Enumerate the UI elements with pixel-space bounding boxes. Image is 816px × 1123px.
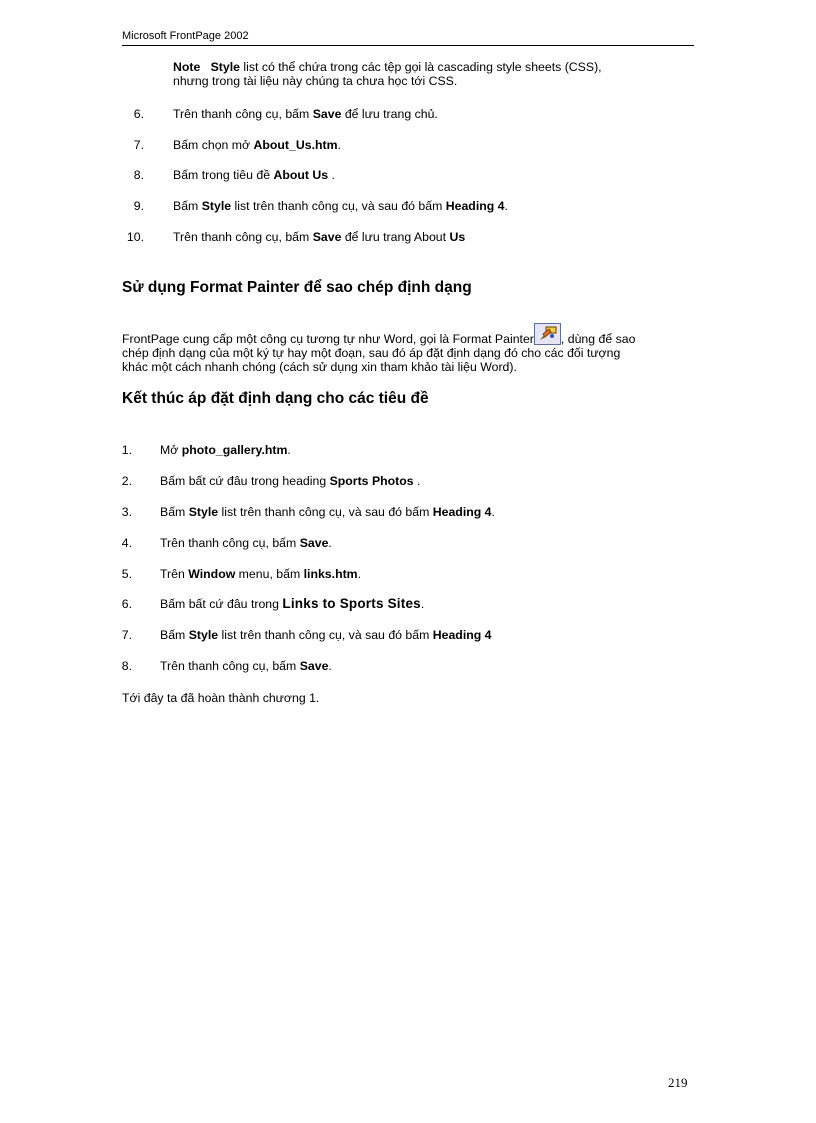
list-text: . bbox=[328, 536, 332, 550]
section-heading-finish-formatting: Kết thúc áp đặt định dạng cho các tiêu đề bbox=[122, 390, 429, 407]
note-block bbox=[173, 60, 673, 88]
para-text: chép định dạng của một ký tự hay một đoạn, sau đó áp đặt định dạng đó cho các đối tượng bbox=[122, 346, 621, 360]
list-bold: Style bbox=[188, 628, 219, 642]
list-bold: Save bbox=[312, 230, 342, 244]
page-number: 219 bbox=[668, 1075, 688, 1090]
page-header bbox=[122, 29, 694, 46]
list-bold: About_Us.htm bbox=[253, 138, 338, 152]
list-text: Trên thanh công cụ, bấm bbox=[160, 659, 300, 673]
format-painter-icon bbox=[534, 323, 561, 345]
list-text: list trên thanh công cụ, và sau đó bấm bbox=[231, 199, 446, 213]
list-text: Bấm trong tiêu đề bbox=[173, 168, 274, 182]
list-bold: Save bbox=[312, 107, 342, 121]
list-text: . bbox=[413, 474, 421, 488]
list-text: Bấm chọn mở bbox=[173, 138, 254, 152]
list-text: list trên thanh công cụ, và sau đó bấm bbox=[218, 628, 433, 642]
list-bold: Save bbox=[299, 659, 329, 673]
para-text: FrontPage cung cấp một công cụ tương tự như Word, gọi là Format Painter bbox=[122, 332, 534, 346]
list-bold: Links to Sports Sites bbox=[282, 596, 421, 611]
list-bold: Sports Photos bbox=[329, 474, 414, 488]
para-text: , dùng để sao bbox=[560, 332, 636, 346]
closing-sentence: Tới đây ta đã hoàn thành chương 1. bbox=[122, 691, 320, 705]
note-style-word: Style bbox=[210, 60, 240, 74]
list-number: 8. bbox=[133, 168, 144, 182]
list-bold: Style bbox=[188, 505, 219, 519]
list-text: . bbox=[491, 505, 495, 519]
list-text: Mở bbox=[160, 443, 182, 457]
note-line1: list có thể chứa trong các tệp gọi là cascading style sheets (CSS), bbox=[239, 60, 602, 74]
list-number: 10. bbox=[126, 230, 144, 244]
list-text: để lưu trang chủ. bbox=[341, 107, 438, 121]
list-text: để lưu trang About bbox=[341, 230, 450, 244]
note-label: Note bbox=[173, 60, 201, 74]
list-number: 1. bbox=[121, 443, 132, 457]
section-heading-format-painter: Sử dụng Format Painter để sao chép định dạng bbox=[122, 279, 472, 296]
list-number: 2. bbox=[121, 474, 132, 488]
list-text: Trên thanh công cụ, bấm bbox=[173, 107, 313, 121]
list-text: Trên bbox=[160, 567, 189, 581]
list-number: 6. bbox=[121, 597, 132, 611]
list-bold: Save bbox=[299, 536, 329, 550]
list-number: 6. bbox=[133, 107, 144, 121]
list-number: 7. bbox=[133, 138, 144, 152]
list-number: 4. bbox=[121, 536, 132, 550]
para-text: khác một cách nhanh chóng (cách sử dụng xin tham khảo tài liệu Word). bbox=[122, 360, 517, 374]
list-text: . bbox=[287, 443, 291, 457]
list-text: . bbox=[420, 597, 425, 611]
list-bold: links.htm bbox=[303, 567, 358, 581]
list-bold: Us bbox=[449, 230, 466, 244]
list-bold: Heading 4 bbox=[445, 199, 505, 213]
format-painter-paragraph bbox=[122, 323, 697, 374]
list-text: menu, bấm bbox=[235, 567, 304, 581]
list-text: . bbox=[328, 659, 332, 673]
list-bold: Heading 4 bbox=[432, 628, 492, 642]
list-number: 3. bbox=[121, 505, 132, 519]
list-text: . bbox=[504, 199, 508, 213]
list-number: 9. bbox=[133, 199, 144, 213]
list-text: . bbox=[337, 138, 341, 152]
note-line2: nhưng trong tài liệu này chúng ta chưa học tới CSS. bbox=[173, 74, 458, 88]
list-text: Bấm bất cứ đâu trong heading bbox=[160, 474, 330, 488]
list-bold: photo_gallery.htm bbox=[181, 443, 288, 457]
list-bold: Window bbox=[188, 567, 236, 581]
list-text: Bấm bất cứ đâu trong bbox=[160, 597, 283, 611]
list-text: Bấm bbox=[160, 628, 189, 642]
list-text: Trên thanh công cụ, bấm bbox=[160, 536, 300, 550]
list-number: 5. bbox=[121, 567, 132, 581]
list-number: 7. bbox=[121, 628, 132, 642]
list-text: Bấm bbox=[173, 199, 202, 213]
header-title: Microsoft FrontPage 2002 bbox=[122, 30, 249, 42]
list-text: Bấm bbox=[160, 505, 189, 519]
list-text: Trên thanh công cụ, bấm bbox=[173, 230, 313, 244]
list-bold: About Us bbox=[273, 168, 329, 182]
list-text: . bbox=[328, 168, 335, 182]
list-text: . bbox=[357, 567, 362, 581]
list-bold: Heading 4 bbox=[432, 505, 492, 519]
list-number: 8. bbox=[121, 659, 132, 673]
list-bold: Style bbox=[201, 199, 232, 213]
list-text: list trên thanh công cụ, và sau đó bấm bbox=[218, 505, 433, 519]
